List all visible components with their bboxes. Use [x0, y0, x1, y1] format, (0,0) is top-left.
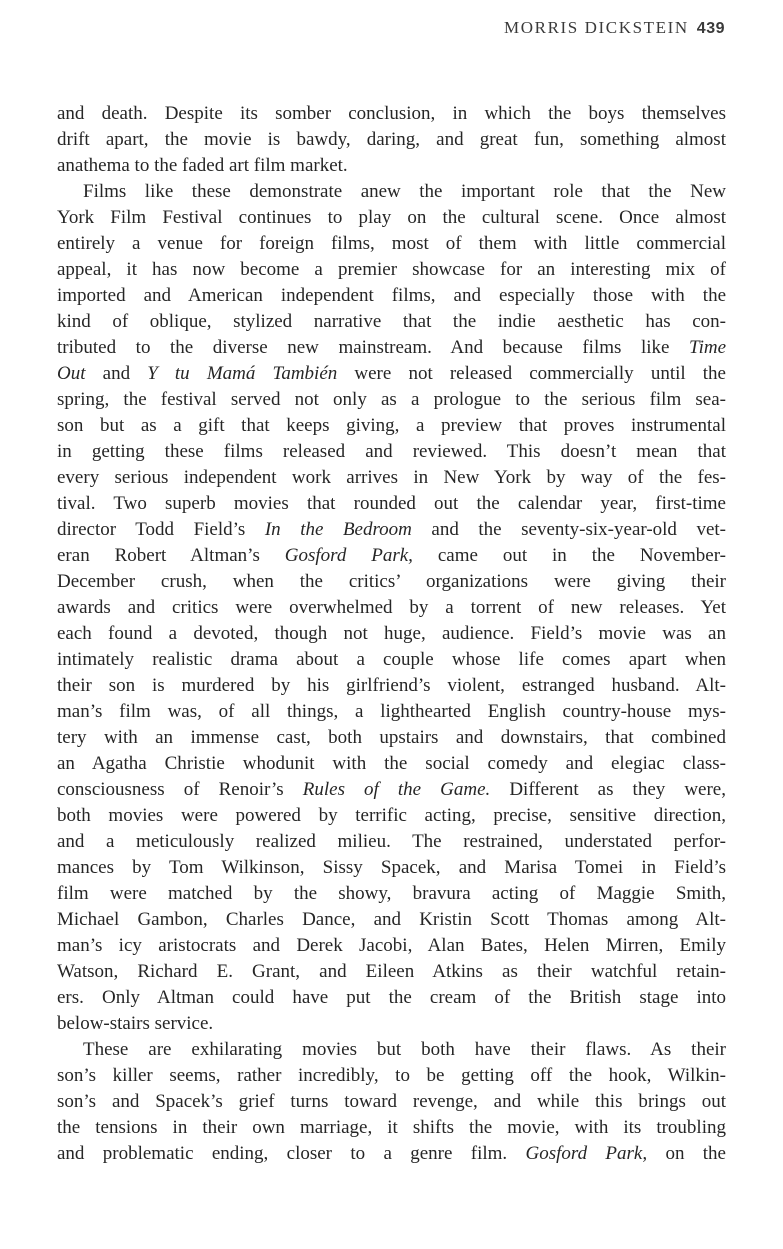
text-line: Michael Gambon, Charles Dance, and Kristin Scott Thomas among Alt- — [57, 909, 726, 930]
text-line: drift apart, the movie is bawdy, daring, and great fun, something almost — [57, 129, 726, 150]
text-line: the tensions in their own marriage, it shifts the movie, with its troubling — [57, 1117, 726, 1138]
text-line: These are exhilarating movies but both have their flaws. As their — [83, 1039, 726, 1060]
paragraph — [57, 1037, 726, 1167]
text-line: tributed to the diverse new mainstream. And because films like Time — [57, 337, 726, 358]
text-line: and problematic ending, closer to a genre film. Gosford Park, on the — [57, 1143, 726, 1164]
text-line: anathema to the faded art film market. — [57, 155, 348, 176]
running-head — [504, 18, 725, 38]
text-line: York Film Festival continues to play on the cultural scene. Once almost — [57, 207, 726, 228]
text-line: son’s killer seems, rather incredibly, to be getting off the hook, Wilkin- — [57, 1065, 726, 1086]
body-text — [57, 101, 726, 1167]
text-line: below-stairs service. — [57, 1013, 214, 1034]
text-line: appeal, it has now become a premier showcase for an interesting mix of — [57, 259, 726, 280]
text-line: consciousness of Renoir’s Rules of the Game. Different as they were, — [57, 779, 726, 800]
text-line: spring, the festival served not only as a prologue to the serious film sea- — [57, 389, 726, 410]
text-line: director Todd Field’s In the Bedroom and the seventy-six-year-old vet- — [57, 519, 726, 540]
text-line: son but as a gift that keeps giving, a preview that proves instrumental — [57, 415, 726, 436]
text-line: tery with an immense cast, both upstairs and downstairs, that combined — [57, 727, 726, 748]
text-line: and death. Despite its somber conclusion, in which the boys themselves — [57, 103, 726, 124]
text-line: kind of oblique, stylized narrative that the indie aesthetic has con- — [57, 311, 726, 332]
text-line: eran Robert Altman’s Gosford Park, came out in the November- — [57, 545, 726, 566]
text-line: intimately realistic drama about a couple whose life comes apart when — [57, 649, 726, 670]
text-line: son’s and Spacek’s grief turns toward revenge, and while this brings out — [57, 1091, 726, 1112]
text-line: Out and Y tu Mamá También were not released commercially until the — [57, 363, 726, 384]
text-line: every serious independent work arrives in New York by way of the fes- — [57, 467, 726, 488]
text-line: Films like these demonstrate anew the important role that the New — [83, 181, 726, 202]
text-line: both movies were powered by terrific acting, precise, sensitive direction, — [57, 805, 726, 826]
text-line: their son is murdered by his girlfriend’s violent, estranged husband. Alt- — [57, 675, 726, 696]
text-line: December crush, when the critics’ organizations were giving their — [57, 571, 726, 592]
page-number: 439 — [696, 20, 725, 37]
running-head-author: MORRIS DICKSTEIN — [504, 18, 689, 37]
text-line: and a meticulously realized milieu. The restrained, understated perfor- — [57, 831, 726, 852]
text-line: in getting these films released and reviewed. This doesn’t mean that — [57, 441, 726, 462]
paragraph — [57, 179, 726, 1037]
text-line: tival. Two superb movies that rounded out the calendar year, first-time — [57, 493, 726, 514]
text-line: mances by Tom Wilkinson, Sissy Spacek, and Marisa Tomei in Field’s — [57, 857, 726, 878]
text-line: an Agatha Christie whodunit with the social comedy and elegiac class- — [57, 753, 726, 774]
text-line: awards and critics were overwhelmed by a torrent of new releases. Yet — [57, 597, 726, 618]
paragraph — [57, 101, 726, 179]
text-line: ers. Only Altman could have put the cream of the British stage into — [57, 987, 726, 1008]
text-line: each found a devoted, though not huge, audience. Field’s movie was an — [57, 623, 726, 644]
text-line: imported and American independent films, and especially those with the — [57, 285, 726, 306]
text-line: man’s film was, of all things, a lighthearted English country-house mys- — [57, 701, 726, 722]
text-line: man’s icy aristocrats and Derek Jacobi, Alan Bates, Helen Mirren, Emily — [57, 935, 726, 956]
text-line: entirely a venue for foreign films, most of them with little commercial — [57, 233, 726, 254]
text-line: film were matched by the showy, bravura acting of Maggie Smith, — [57, 883, 726, 904]
text-line: Watson, Richard E. Grant, and Eileen Atkins as their watchful retain- — [57, 961, 726, 982]
